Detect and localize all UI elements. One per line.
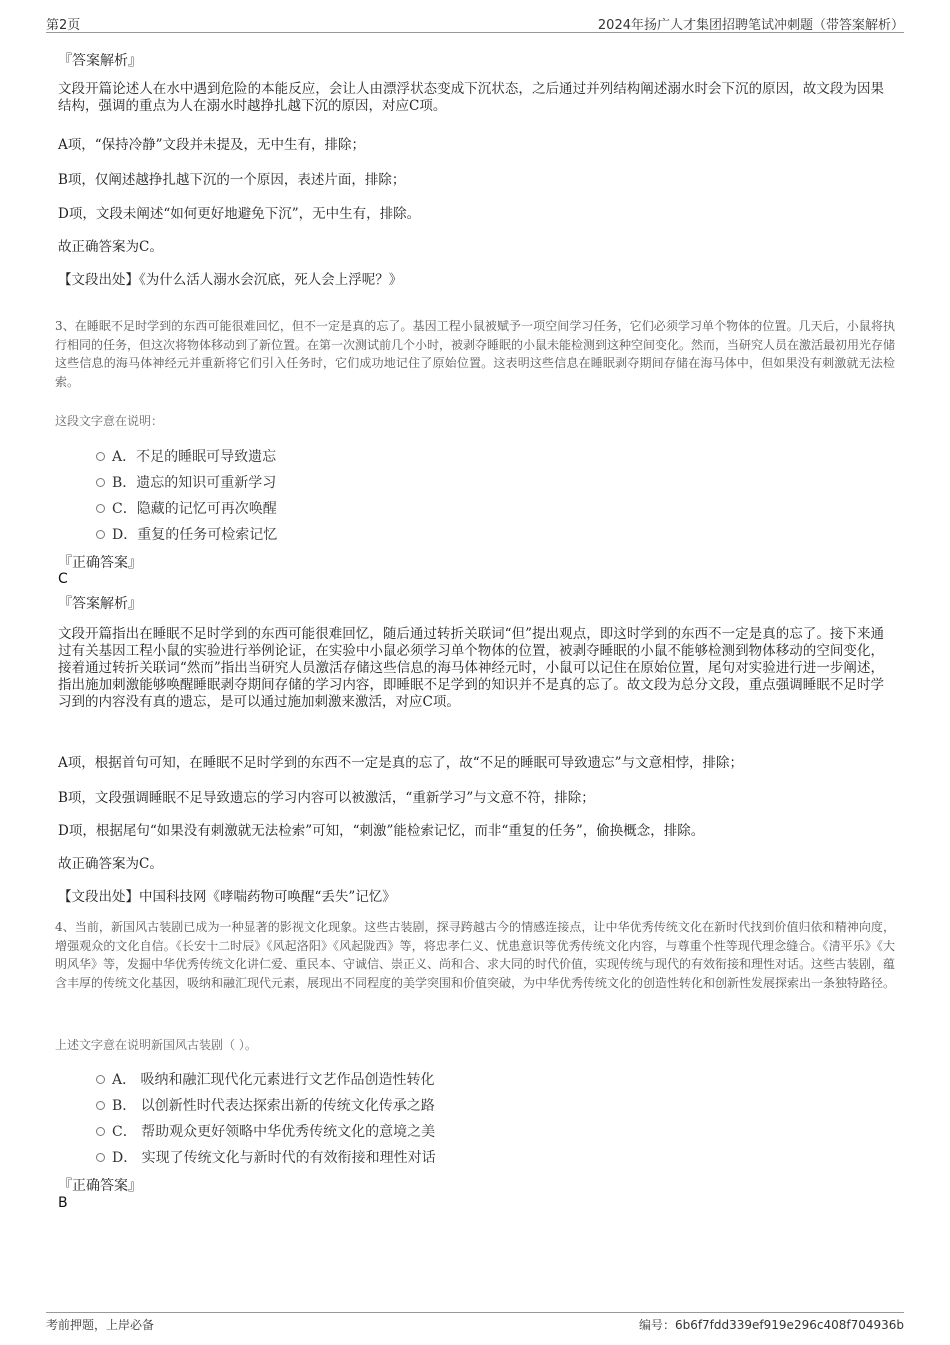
analysis-option-a: A项，“保持冷静”文段并未提及，无中生有，排除； [58, 137, 366, 153]
analysis-option-a: A项，根据首句可知，在睡眠不足时学到的东西不一定是真的忘了，故“不足的睡眠可导致遗忘”与文意相悖，排除； [58, 755, 744, 771]
page-header [46, 12, 904, 33]
correct-answer-label: 『正确答案』 [58, 1178, 142, 1194]
question-4-option-d[interactable]: D． 实现了传统文化与新时代的有效衔接和理性对话 [96, 1147, 436, 1167]
correct-answer-label: 『正确答案』 [58, 555, 142, 571]
analysis-option-b: B项，文段强调睡眠不足导致遗忘的学习内容可以被激活，“重新学习”与文意不符，排除； [58, 790, 595, 806]
correct-answer: B [58, 1195, 68, 1211]
analysis-paragraph: 文段开篇指出在睡眠不足时学到的东西可能很难回忆，随后通过转折关联词“但”提出观点，即这时学到的东西不一定是真的忘了。接下来通过有关基因工程小鼠的实验进行举例论证，在实验中小鼠必须学习单个物体的位置，被剥夺睡眠的小鼠不能够检测到物体移动的空间变化，接着通过转折关联词“然而”指出当研究人员激活存储这些信息的海马体神经元时，小鼠可以记住在原始位置，尾句对实验进行进一步阐述，指出施加刺激能够唤醒睡眠剥夺期间存储的学习内容，即睡眠不足学到的知识并不是真的忘了。故文段为总分文段，重点强调睡眠不足时学习到的内容没有真的遗忘，是可以通过施加刺激来激活，对应C项。 [58, 626, 884, 710]
analysis-option-b: B项，仅阐述越挣扎越下沉的一个原因，表述片面，排除； [58, 172, 406, 188]
question-4-prompt: 上述文字意在说明新国风古装剧（ ）。 [55, 1038, 257, 1052]
question-3-text: 3、在睡眠不足时学到的东西可能很难回忆，但不一定是真的忘了。基因工程小鼠被赋予一项空间学习任务，它们必须学习单个物体的位置。几天后，小鼠将执行相同的任务，但这次将物体移动到了新位置。在第一次测试前几个小时，被剥夺睡眠的小鼠未能检测到这种空间变化。然而，当研究人员在激活最初用光存储这些信息的海马体神经元并重新将它们引入任务时，它们成功地记住了原始位置。这表明这些信息在睡眠剥夺期间存储在海马体中，但如果没有刺激就无法检索。 [55, 319, 896, 389]
radio-button[interactable] [96, 1101, 105, 1110]
analysis-conclusion: 故正确答案为C。 [58, 856, 163, 872]
document-title: 2024年扬广人才集团招聘笔试冲刺题（带答案解析） [597, 18, 904, 33]
radio-button[interactable] [96, 530, 105, 539]
question-4-text: 4、当前，新国风古装剧已成为一种显著的影视文化现象。这些古装剧，探寻跨越古今的情感连接点，让中华优秀传统文化在新时代找到价值归依和精神向度，增强观众的文化自信。《长安十二时辰》《风起洛阳》《风起陇西》等，将忠孝仁义、忧患意识等优秀传统文化内容，与尊重个性等现代理念缝合。《清平乐》《大明风华》等，发掘中华优秀传统文化讲仁爱、重民本、守诚信、崇正义、尚和合、求大同的时代价值，实现传统与现代的有效衔接和理性对话。这些古装剧，蕴含丰厚的传统文化基因，吸纳和融汇现代元素，展现出不同程度的美学突围和价值突破，为中华优秀传统文化的创造性转化和创新性发展探索出一条独特路径。 [55, 920, 896, 990]
analysis-paragraph: 文段开篇论述人在水中遇到危险的本能反应，会让人由漂浮状态变成下沉状态，之后通过并列结构阐述溺水时会下沉的原因，故文段为因果结构，强调的重点为人在溺水时越挣扎越下沉的原因，对应C项。 [58, 81, 884, 114]
question-4-option-b[interactable]: B． 以创新性时代表达探索出新的传统文化传承之路 [96, 1095, 435, 1115]
radio-button[interactable] [96, 478, 105, 487]
analysis-conclusion: 故正确答案为C。 [58, 239, 163, 255]
question-4-option-a[interactable]: A． 吸纳和融汇现代化元素进行文艺作品创造性转化 [96, 1069, 435, 1089]
analysis-option-d: D项，文段未阐述“如何更好地避免下沉”，无中生有，排除。 [58, 206, 421, 222]
radio-button[interactable] [96, 1127, 105, 1136]
correct-answer: C [58, 571, 68, 587]
radio-button[interactable] [96, 504, 105, 513]
source-citation: 【文段出处】中国科技网《哮喘药物可唤醒“丢失”记忆》 [58, 889, 396, 905]
analysis-label: 『答案解析』 [58, 596, 142, 612]
question-3-option-a[interactable]: A．不足的睡眠可导致遗忘 [96, 446, 276, 466]
question-3-prompt: 这段文字意在说明： [55, 414, 164, 428]
page-number: 第2页 [46, 18, 81, 33]
question-3-option-d[interactable]: D．重复的任务可检索记忆 [96, 524, 277, 544]
analysis-label: 『答案解析』 [58, 53, 142, 69]
document-id: 编号：6b6f7fdd339ef919e296c408f704936b [638, 1318, 904, 1332]
question-3-option-c[interactable]: C．隐藏的记忆可再次唤醒 [96, 498, 277, 518]
radio-button[interactable] [96, 1153, 105, 1162]
question-3-option-b[interactable]: B．遗忘的知识可重新学习 [96, 472, 276, 492]
footer-slogan: 考前押题，上岸必备 [46, 1318, 155, 1332]
question-4-option-c[interactable]: C． 帮助观众更好领略中华优秀传统文化的意境之美 [96, 1121, 435, 1141]
source-citation: 【文段出处】《为什么活人溺水会沉底，死人会上浮呢？》 [58, 272, 403, 288]
page-footer [46, 1312, 904, 1335]
radio-button[interactable] [96, 1075, 105, 1084]
radio-button[interactable] [96, 452, 105, 461]
analysis-option-d: D项，根据尾句“如果没有刺激就无法检索”可知，“刺激”能检索记忆，而非“重复的任务”，偷换概念，排除。 [58, 823, 705, 839]
